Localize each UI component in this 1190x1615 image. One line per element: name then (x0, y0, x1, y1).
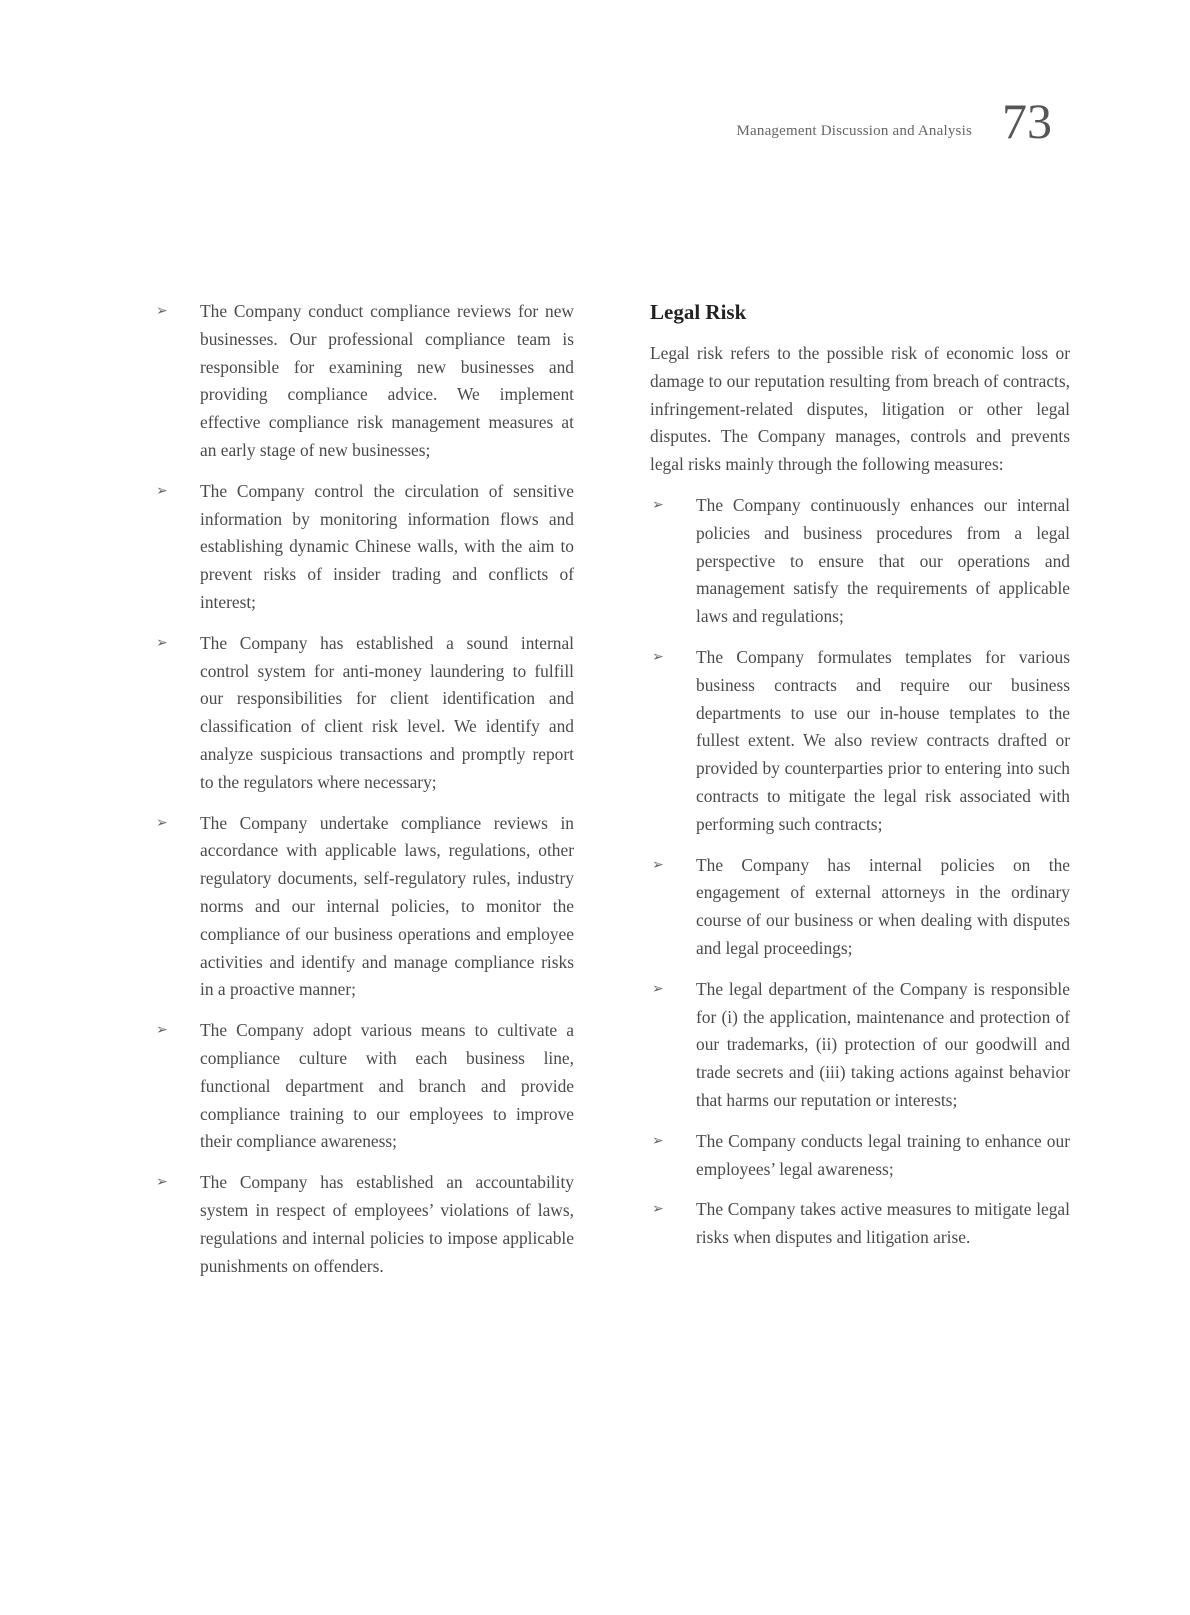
section-title: Legal Risk (650, 300, 747, 324)
legal-risk-measures-list (650, 492, 1070, 1252)
list-item (650, 1128, 1070, 1184)
list-item-text: The Company continuously enhances our internal policies and business procedures from a legal perspective to ensure that our operations and management satisfy the requirements of applicable laws and regulations; (696, 494, 1070, 627)
arrowhead-bullet-icon: ➢ (652, 980, 664, 997)
arrowhead-bullet-icon: ➢ (156, 814, 168, 831)
right-column (650, 298, 1070, 1265)
list-item (154, 1017, 574, 1156)
list-item-text: The Company conducts legal training to enhance our employees’ legal awareness; (696, 1130, 1070, 1179)
list-item (154, 298, 574, 465)
list-item-text: The Company control the circulation of sensitive information by monitoring information flows and establishing dynamic Chinese walls, with the aim to prevent risks of insider trading and conflicts of interest; (200, 480, 574, 612)
list-item-text: The Company formulates templates for various business contracts and require our business departments to use our in-house templates to the fullest extent. We also review contracts drafted or provided by counterparties prior to entering into such contracts to mitigate the legal risk associated with performing such contracts; (696, 646, 1070, 834)
list-item (650, 852, 1070, 963)
list-item-text: The Company adopt various means to cultivate a compliance culture with each business line, functional department and branch and provide compliance training to our employees to improve their compliance awareness; (200, 1020, 574, 1152)
list-item-text: The Company has established a sound internal control system for anti-money laundering to fulfill our responsibilities for client identification and classification of client risk level. We identify and analyze suspicious transactions and promptly report to the regulators where necessary; (200, 632, 574, 792)
arrowhead-bullet-icon: ➢ (652, 1201, 664, 1218)
list-item (650, 644, 1070, 839)
arrowhead-bullet-icon: ➢ (156, 303, 168, 319)
list-item-text: The legal department of the Company is responsible for (i) the application, maintenance and protection of our trademarks, (ii) protection of our goodwill and trade secrets and (iii) taking actions against behavior that harms our reputation or interests; (696, 978, 1070, 1110)
page-header (736, 93, 1052, 149)
list-item-text: The Company undertake compliance reviews in accordance with applicable laws, regulations, other regulatory documents, self-regulatory rules, industry norms and our internal policies, to monitor the compliance of our business operations and employee activities and identify and manage compliance risks in a proactive manner; (200, 812, 574, 1000)
section-intro-paragraph: Legal risk refers to the possible risk of economic loss or damage to our reputation resulting from breach of contracts, infringement-related disputes, litigation or other legal disputes. The Company manages, controls and prevents legal risks mainly through the following measures: (650, 343, 1070, 475)
arrowhead-bullet-icon: ➢ (652, 496, 664, 513)
arrowhead-bullet-icon: ➢ (652, 648, 664, 665)
arrowhead-bullet-icon: ➢ (652, 1132, 664, 1149)
list-item-text: The Company has established an accountability system in respect of employees’ violations of laws, regulations and internal policies to impose applicable punishments on offenders. (200, 1172, 574, 1276)
running-header-title: Management Discussion and Analysis (736, 123, 972, 139)
list-item-text: The Company conduct compliance reviews for new businesses. Our professional compliance team is responsible for examining new businesses and providing compliance advice. We implement effective compliance risk management measures at an early stage of new businesses; (200, 301, 574, 460)
list-item (650, 976, 1070, 1115)
list-item (154, 478, 574, 617)
list-item (650, 492, 1070, 631)
arrowhead-bullet-icon: ➢ (156, 1174, 168, 1191)
list-item (154, 1169, 574, 1280)
compliance-measures-list (154, 298, 574, 1280)
list-item (154, 630, 574, 797)
arrowhead-bullet-icon: ➢ (156, 482, 168, 499)
list-item-text: The Company has internal policies on the engagement of external attorneys in the ordinary course of our business or when dealing with disputes and legal proceedings; (696, 854, 1070, 958)
left-column (154, 298, 574, 1293)
page-number: 73 (1002, 93, 1052, 149)
list-item-text: The Company takes active measures to mitigate legal risks when disputes and litigation arise. (696, 1199, 1070, 1248)
arrowhead-bullet-icon: ➢ (156, 1022, 168, 1039)
list-item (154, 810, 574, 1005)
arrowhead-bullet-icon: ➢ (652, 856, 664, 873)
list-item (650, 1196, 1070, 1252)
arrowhead-bullet-icon: ➢ (156, 634, 168, 651)
